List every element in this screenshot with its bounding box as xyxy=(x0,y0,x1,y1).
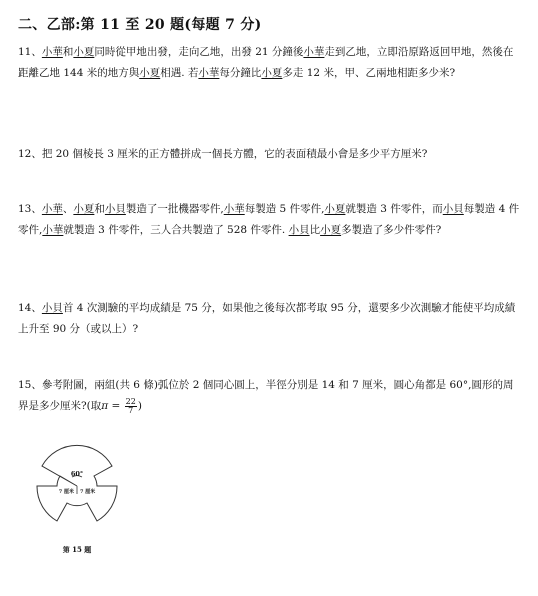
name-underlined: 小貝 xyxy=(104,203,126,215)
figure-caption: 第 15 題 xyxy=(62,545,92,554)
angle-label: 60° xyxy=(70,470,84,478)
question-13: 13、小華、小夏和小貝製造了一批機器零件,小華每製造 5 件零件,小夏就製造 3 件零件，而小貝每製造 4 件零件,小華就製造 3 件零件，三人合共製造了 528 件零件. 小貝比小夏多製造了多少件零件? xyxy=(18,203,520,236)
section-title: 二、乙部:第 11 至 20 題(每題 7 分) xyxy=(18,17,262,33)
name-underlined: 小貝 xyxy=(442,203,464,215)
question-12: 12、把 20 個棱長 3 厘米的正方體拼成一個長方體，它的表面積最小會是多少平方厘米? xyxy=(18,148,428,160)
question-11: 11、小華和小夏同時從甲地出發，走向乙地，出發 21 分鐘後小華走到乙地，立即沿原路返回甲地，然後在距離乙地 144 米的地方與小夏相遇. 若小華每分鐘比小夏多走 12 米，甲、乙兩地相距多少米? xyxy=(18,46,514,79)
radius-label-left: 7 厘米 xyxy=(58,489,74,495)
name-underlined: 小華 xyxy=(41,203,63,215)
name-underlined: 小夏 xyxy=(320,224,342,236)
question-15: 15、參考附圖，兩組(共 6 條)弧位於 2 個同心圓上，半徑分別是 14 和 7 厘米，圓心角都是 60°,圓形的周界是多少厘米?(取π = $\frac{22}{7}$ ) xyxy=(18,379,514,415)
name-underlined: 小華 xyxy=(198,67,220,79)
figure-15 xyxy=(18,430,138,562)
name-underlined: 小夏 xyxy=(139,67,161,79)
name-underlined: 小華 xyxy=(223,203,245,215)
arc-shape-outline xyxy=(37,445,117,521)
fraction-22-over-7: $\frac{22}{7}$ xyxy=(125,396,136,415)
concentric-arcs-diagram xyxy=(18,430,138,562)
question-14: 14、小貝首 4 次測驗的平均成績是 75 分，如果他之後每次都考取 95 分，還要多少次測驗才能使平均成績上升至 90 分（或以上）? xyxy=(18,302,516,335)
pi-symbol: π xyxy=(101,400,109,412)
name-underlined: 小貝 xyxy=(288,224,310,236)
name-underlined: 小夏 xyxy=(324,203,346,215)
name-underlined: 小夏 xyxy=(73,203,95,215)
name-underlined: 小夏 xyxy=(261,67,283,79)
name-underlined: 小貝 xyxy=(41,302,63,314)
name-underlined: 小夏 xyxy=(73,46,95,58)
name-underlined: 小華 xyxy=(303,46,325,58)
radius-label-right: 7 厘米 xyxy=(80,489,96,495)
name-underlined: 小華 xyxy=(42,224,64,236)
name-underlined: 小華 xyxy=(41,46,63,58)
